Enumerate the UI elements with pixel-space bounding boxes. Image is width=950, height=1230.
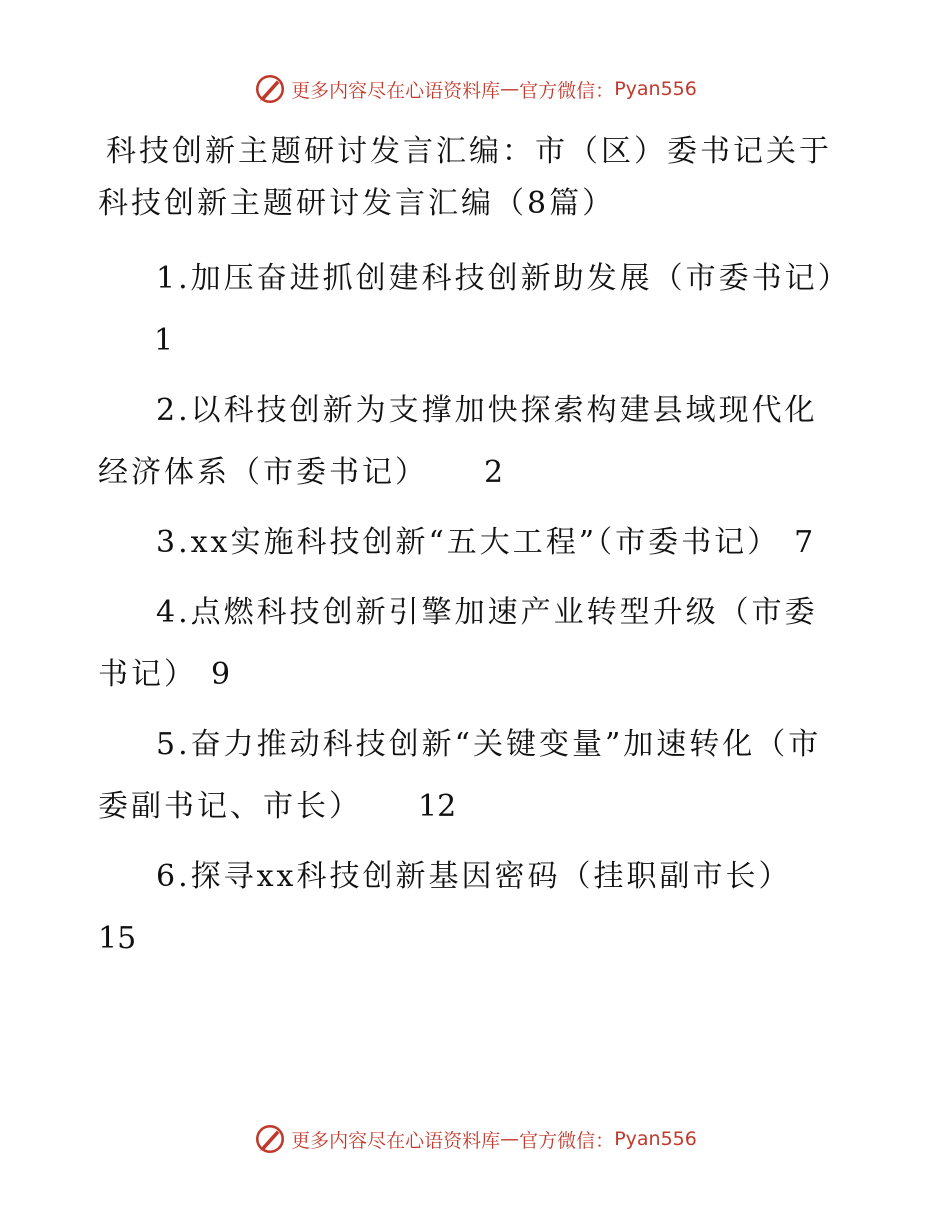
toc-item-page: 2 (484, 455, 504, 490)
toc-item-text: 3.xx实施科技创新“五大工程”（市委书记） (156, 525, 781, 560)
watermark-official-label: 官方微信： (519, 1129, 615, 1152)
toc-item-3 (98, 512, 838, 574)
toc-item-text: 6.探寻xx科技创新基因密码（挂职副市长） (156, 859, 792, 894)
toc-item-5 (98, 714, 838, 838)
footer-watermark (0, 1122, 950, 1156)
toc-item-1 (98, 248, 851, 372)
toc-item-text: 5.奋力推动科技创新“关键变量”加速转化（市委副书记、市长） (98, 727, 822, 824)
header-watermark (0, 72, 950, 106)
watermark-dash: — (500, 78, 520, 100)
watermark-official-label: 官方微信： (519, 79, 615, 102)
watermark-wechat-id: Pyan556 (614, 1128, 697, 1150)
toc-item-4 (98, 582, 838, 706)
document-title: 科技创新主题研讨发言汇编：市（区）委书记关于科技创新主题研讨发言汇编（8篇） (98, 134, 832, 221)
document-body (98, 126, 851, 978)
toc-item-page: 7 (794, 525, 814, 560)
table-of-contents (98, 248, 851, 970)
toc-item-text: 4.点燃科技创新引擎加速产业转型升级（市委书记） (98, 595, 818, 692)
watermark-wechat-id: Pyan556 (614, 78, 697, 100)
watermark-dash: — (500, 1128, 520, 1150)
toc-item-text: 2.以科技创新为支撑加快探索构建县域现代化经济体系（市委书记） (98, 393, 818, 490)
watermark-brand: 更多内容尽在心语资料库 (291, 79, 501, 102)
toc-item-page: 15 (98, 921, 137, 956)
quill-pen-logo-icon (253, 72, 287, 106)
toc-item-text: 1.加压奋进抓创建科技创新助发展（市委书记） (156, 261, 851, 296)
toc-item-page: 1 (154, 323, 174, 358)
watermark-brand: 更多内容尽在心语资料库 (291, 1129, 501, 1152)
toc-item-2 (98, 380, 838, 504)
quill-pen-logo-icon (253, 1122, 287, 1156)
toc-item-page: 12 (418, 789, 457, 824)
toc-item-page: 9 (211, 657, 231, 692)
toc-item-6 (98, 846, 838, 970)
